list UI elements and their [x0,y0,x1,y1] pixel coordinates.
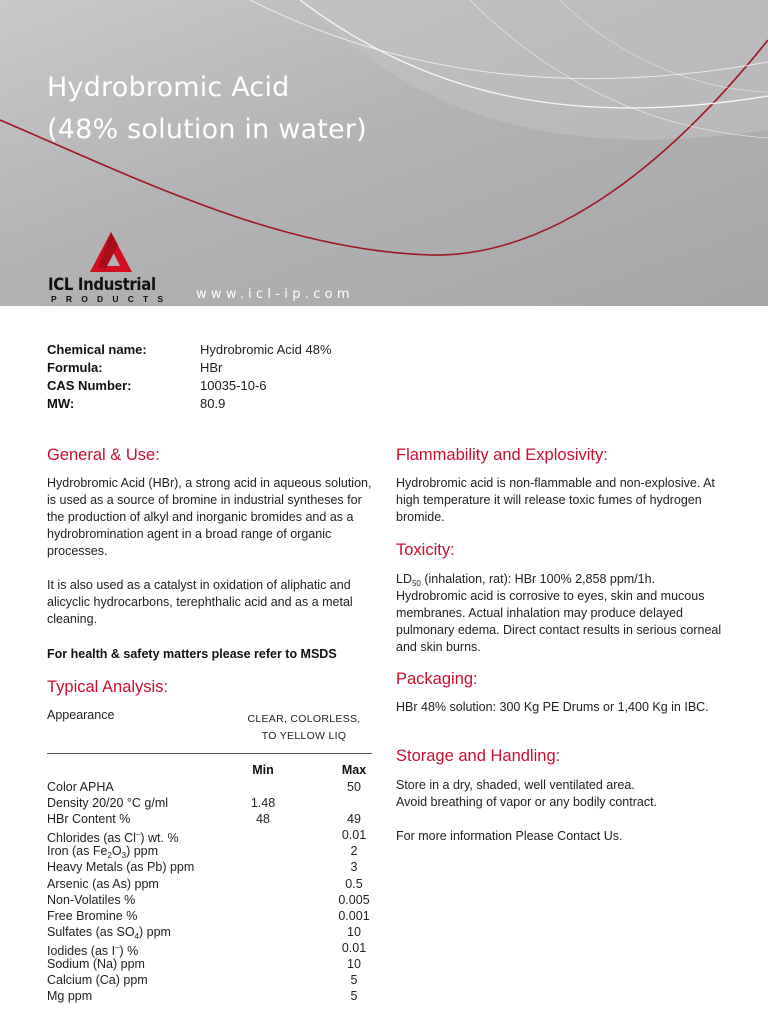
ld-label: LD [396,572,412,586]
analysis-max-value: 2 [350,844,358,859]
analysis-max-value: 0.005 [338,892,370,907]
analysis-max-value: 0.01 [341,940,367,955]
analysis-parameter: Mg ppm [47,989,93,1004]
general-use-heading: General & Use: [47,446,160,464]
analysis-row [47,924,372,940]
parameter-text: Iodides (as I [47,943,116,958]
parameter-text: Iron (as Fe [47,844,108,859]
parameter-text: ) ppm [139,924,171,939]
logo-subtitle: PRODUCTS [51,294,173,304]
identity-row-mw [47,396,332,414]
analysis-max-value: 5 [350,973,358,988]
analysis-row [47,859,372,875]
logo-triangle-icon [88,230,134,276]
ld-subscript: 50 [411,579,421,588]
analysis-row [47,811,372,827]
logo-wordmark: ICL Industrial [48,275,156,295]
parameter-text: Chlorides (as Cl [47,831,136,846]
column-header-max: Max [341,763,367,777]
analysis-row [47,940,372,956]
analysis-max-value: 50 [347,780,361,794]
identity-value: 10035-10-6 [200,378,267,393]
identity-label: MW: [47,396,75,411]
ld-detail: (inhalation, rat): HBr 100% 2,858 ppm/1h. [420,572,656,586]
msds-note: For health & safety matters please refer to MSDS [47,647,337,661]
storage-line-1: Store in a dry, shaded, well ventilated area. [396,778,635,792]
flammability-heading: Flammability and Explosivity: [396,446,608,464]
analysis-max-value: 0.5 [345,876,363,891]
identity-label: Formula: [47,360,103,375]
identity-row-cas-number [47,378,332,396]
analysis-row [47,988,372,1004]
analysis-row [47,892,372,908]
analysis-min-value: 48 [256,812,270,827]
analysis-parameter: Heavy Metals (as Pb) ppm [47,860,195,875]
parameter-subscript: 3 [121,851,127,861]
contact-text: For more information Please Contact Us. [396,829,623,843]
analysis-max-value: 10 [347,924,361,939]
appearance-value-line-1: CLEAR, COLORLESS, [247,713,361,725]
document-subtitle: (48% solution in water) [47,114,367,145]
chemical-identity [47,342,332,414]
analysis-parameter: Color APHA [47,780,114,794]
appearance-label: Appearance [47,708,115,722]
parameter-subscript: 4 [134,931,139,941]
identity-value: Hydrobromic Acid 48% [200,342,332,357]
typical-analysis-heading: Typical Analysis: [47,678,169,696]
identity-label: Chemical name: [47,342,147,357]
packaging-text: HBr 48% solution: 300 Kg PE Drums or 1,400 Kg in IBC. [396,700,709,714]
flammability-text: Hydrobromic acid is non-flammable and non-explosive. At high temperature it will release toxic fumes of hydrogen bromide. [396,476,715,524]
analysis-max-value: 0.01 [341,828,367,843]
parameter-superscript: – [135,830,141,840]
website-link[interactable]: www.icl-ip.com [196,287,354,302]
analysis-min-value: 1.48 [250,796,276,811]
analysis-parameter: HBr Content % [47,812,131,827]
analysis-parameter: Free Bromine % [47,908,138,923]
appearance-value [239,711,369,745]
parameter-text: O [111,844,122,859]
parameter-text: ) % [119,943,139,958]
parameter-text: ) wt. % [140,831,179,846]
column-header-min: Min [252,763,274,777]
identity-value: HBr [200,360,223,375]
analysis-row [47,843,372,859]
parameter-text: Sulfates (as SO [47,924,135,939]
table-divider [47,753,372,754]
appearance-value-line-2: TO YELLOW LIQ [261,730,347,742]
analysis-parameter: Arsenic (as As) ppm [47,876,159,891]
analysis-max-value: 0.001 [338,908,370,923]
identity-value: 80.9 [200,396,226,411]
toxicity-heading: Toxicity: [396,541,455,559]
packaging-heading: Packaging: [396,670,478,688]
analysis-parameter: Calcium (Ca) ppm [47,973,148,988]
analysis-parameter: Non-Volatiles % [47,892,136,907]
identity-row-chemical-name [47,342,332,360]
parameter-subscript: 2 [107,851,112,861]
analysis-row [47,972,372,988]
toxicity-text: Hydrobromic acid is corrosive to eyes, skin and mucous membranes. Actual inhalation may produce delayed pulmonary edema. Direct contact results in serious corneal and skin burns. [396,589,722,654]
analysis-max-value: 10 [347,957,361,972]
document-title: Hydrobromic Acid [47,72,290,103]
analysis-row [47,779,372,795]
analysis-max-value: 3 [350,860,358,875]
analysis-row [47,956,372,972]
analysis-parameter: Sodium (Na) ppm [47,957,145,972]
parameter-text: ) ppm [126,844,159,859]
storage-line-2: Avoid breathing of vapor or any bodily contract. [396,795,658,809]
analysis-parameter: Density 20/20 °C g/ml [47,796,169,811]
analysis-row [47,795,372,811]
storage-heading: Storage and Handling: [396,747,561,765]
analysis-row [47,908,372,924]
analysis-row [47,876,372,892]
general-use-paragraph-1: Hydrobromic Acid (HBr), a strong acid in aqueous solution, is used as a source of bromine in industrial syntheses for the production of alkyl and inorganic bromides and as a hydrobromination agent in a broad range of organic processes. [47,476,372,558]
header-banner [0,0,768,306]
analysis-rows [47,779,372,1004]
identity-row-formula [47,360,332,378]
analysis-max-value: 5 [350,989,358,1004]
parameter-superscript: – [115,942,120,952]
analysis-row [47,827,372,846]
general-use-paragraph-2: It is also used as a catalyst in oxidation of aliphatic and alicyclic hydrocarbons, terephthalic acid and as a metal cleaning. [47,578,353,626]
identity-label: CAS Number: [47,378,132,393]
analysis-max-value: 49 [347,812,361,827]
